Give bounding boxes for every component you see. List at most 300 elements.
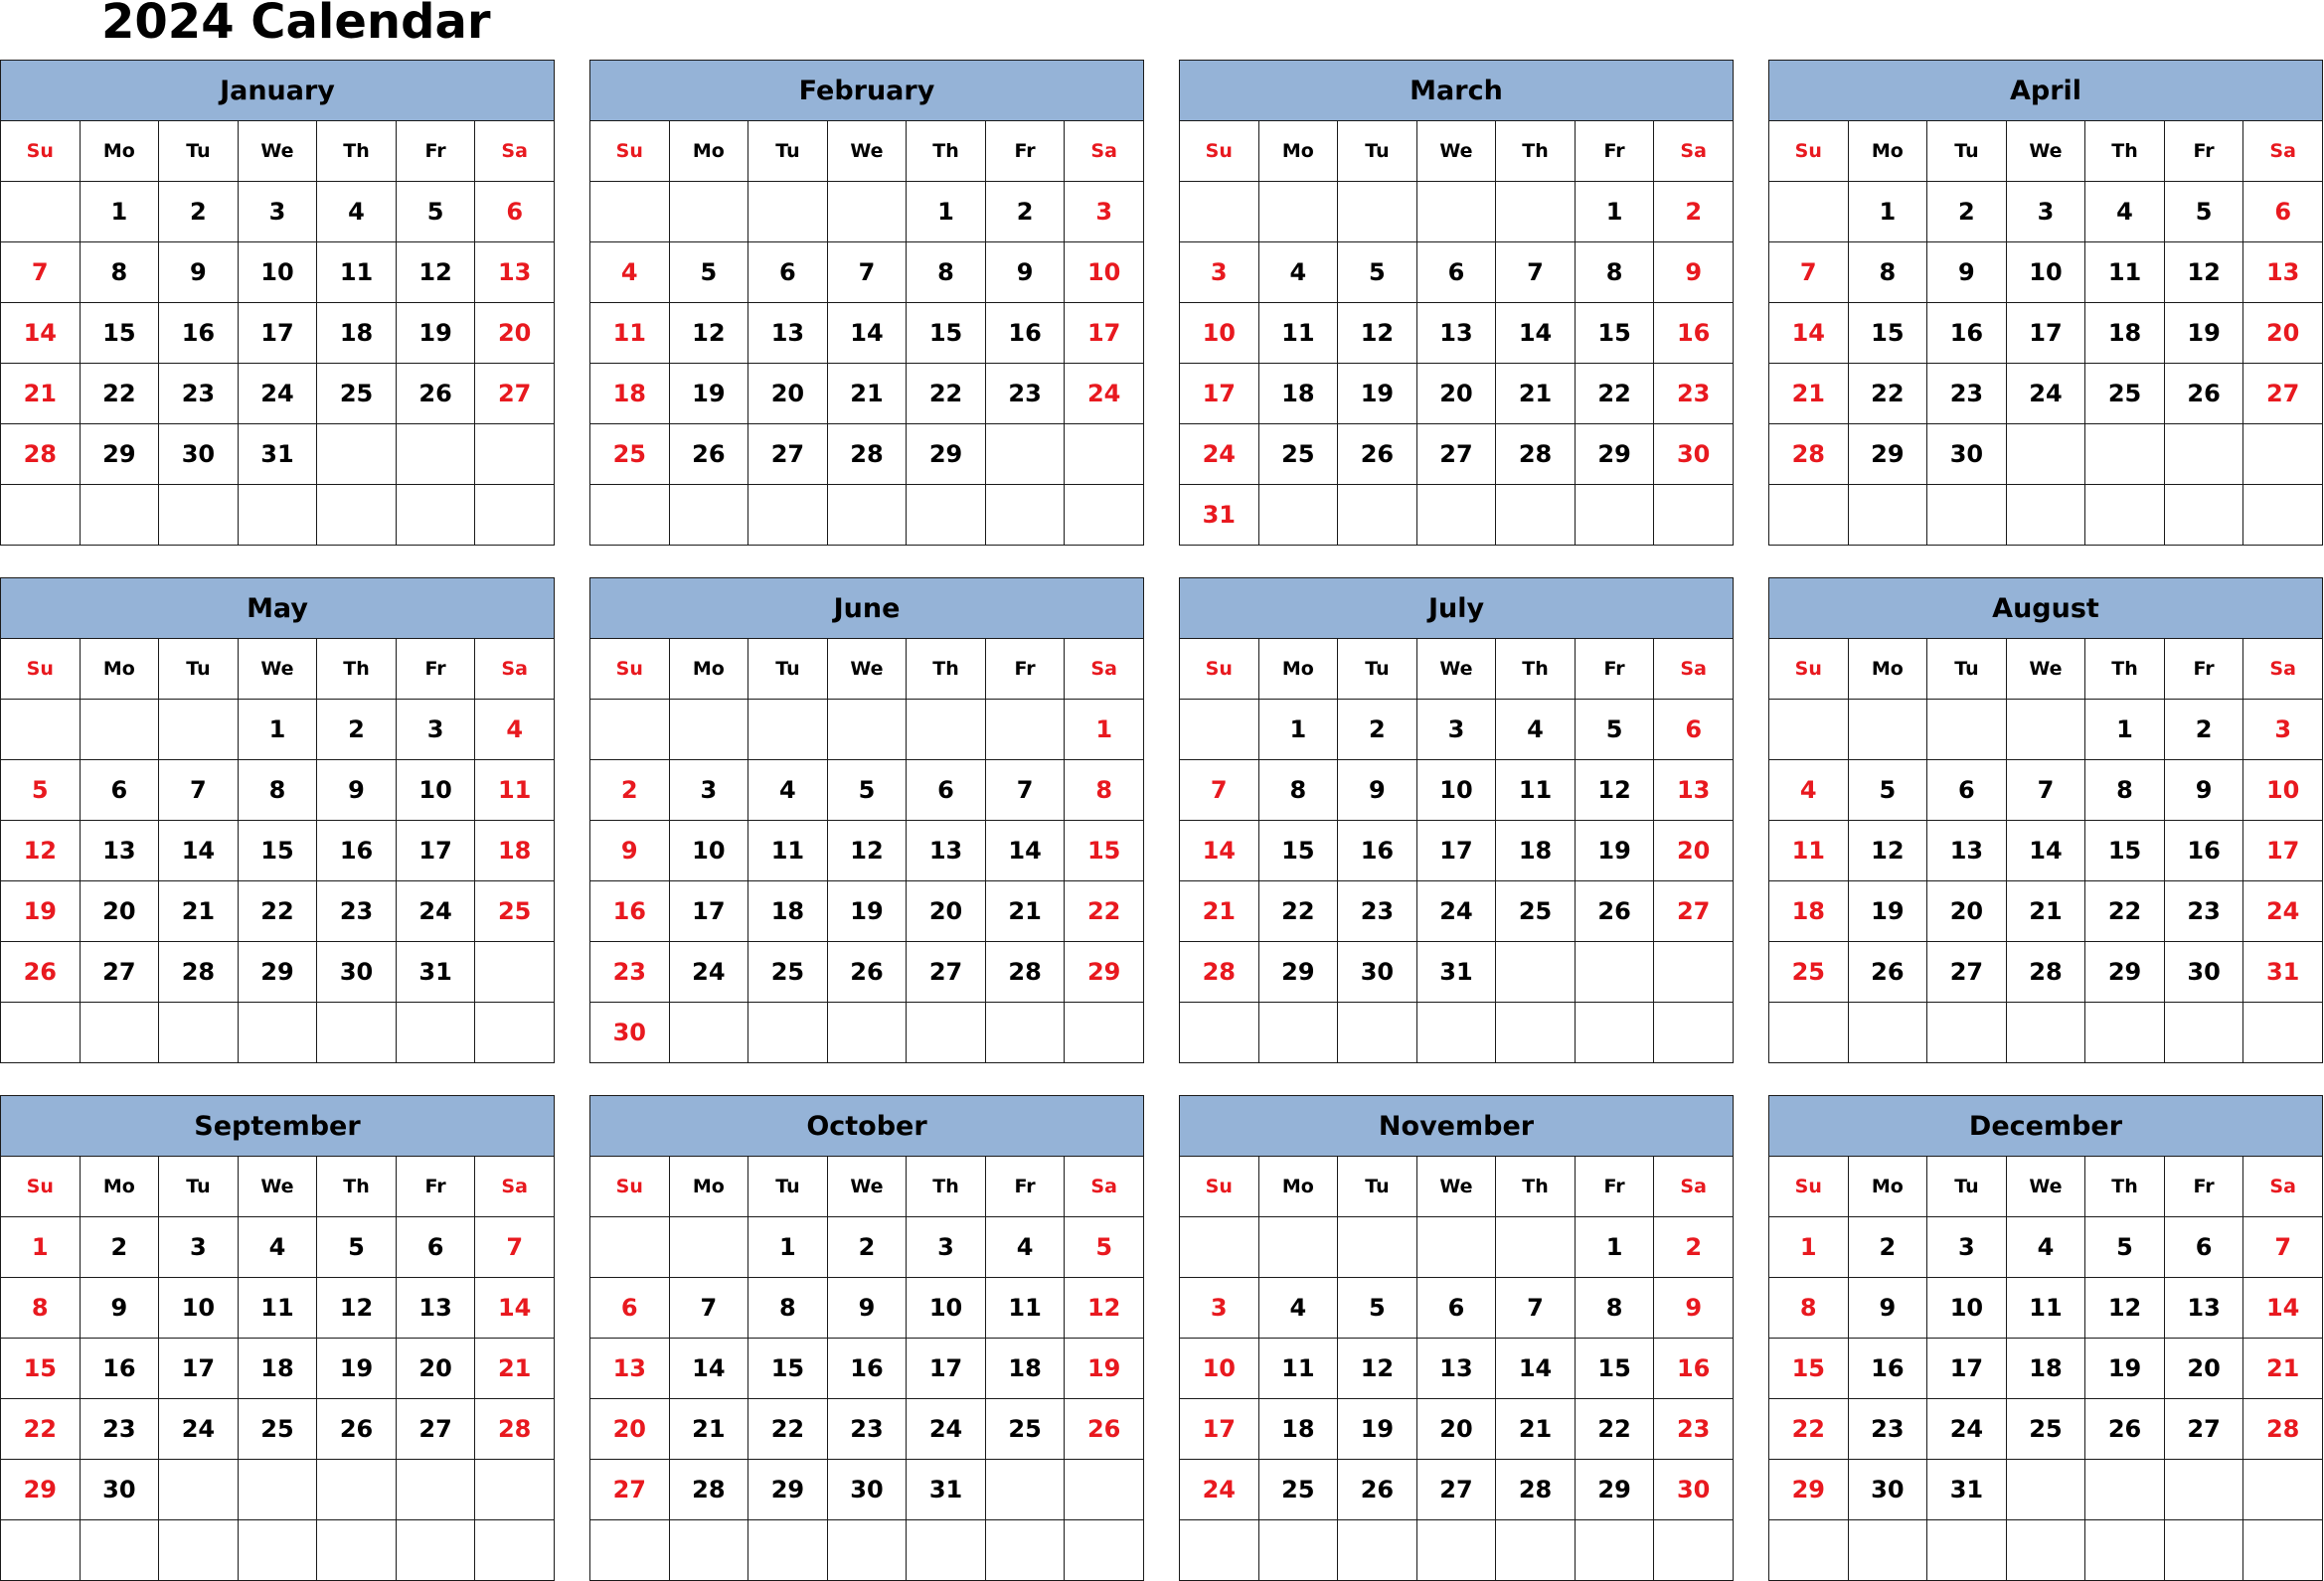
week-row (1769, 821, 2323, 881)
day-cell: 4 (2006, 1217, 2085, 1278)
day-cell: 7 (475, 1217, 555, 1278)
empty-day-cell (1258, 1003, 1338, 1063)
weekday-label-sa: Sa (2243, 121, 2323, 182)
empty-day-cell (907, 1520, 986, 1581)
day-cell: 20 (475, 303, 555, 364)
empty-day-cell (590, 1217, 670, 1278)
day-cell: 18 (1258, 364, 1338, 424)
week-row (590, 242, 1144, 303)
weekday-label-we: We (238, 639, 317, 700)
day-cell: 7 (985, 760, 1065, 821)
day-cell: 16 (80, 1339, 159, 1399)
empty-day-cell (985, 424, 1065, 485)
empty-day-cell (80, 700, 159, 760)
empty-day-cell (2006, 424, 2085, 485)
empty-day-cell (2243, 1003, 2323, 1063)
month-april (1768, 60, 2323, 546)
day-cell: 24 (669, 942, 748, 1003)
day-cell: 5 (827, 760, 907, 821)
week-row (1769, 1339, 2323, 1399)
day-cell: 8 (907, 242, 986, 303)
empty-day-cell (1927, 1520, 2007, 1581)
day-cell: 26 (396, 364, 475, 424)
day-cell: 23 (1338, 881, 1417, 942)
day-cell: 1 (1848, 182, 1927, 242)
day-cell: 17 (2243, 821, 2323, 881)
day-cell: 1 (1575, 1217, 1654, 1278)
day-cell: 2 (80, 1217, 159, 1278)
day-cell: 11 (317, 242, 397, 303)
day-cell: 14 (1496, 1339, 1576, 1399)
day-cell: 1 (907, 182, 986, 242)
month-title: September (1, 1096, 555, 1157)
day-cell: 7 (827, 242, 907, 303)
day-cell: 6 (590, 1278, 670, 1339)
empty-day-cell (2164, 424, 2243, 485)
day-cell: 31 (1180, 485, 1259, 546)
empty-day-cell (1575, 485, 1654, 546)
day-cell: 11 (1496, 760, 1576, 821)
empty-day-cell (1, 1520, 81, 1581)
week-row (590, 485, 1144, 546)
day-cell: 22 (80, 364, 159, 424)
day-cell: 28 (475, 1399, 555, 1460)
day-cell: 10 (2006, 242, 2085, 303)
day-cell: 28 (159, 942, 239, 1003)
day-cell: 10 (907, 1278, 986, 1339)
weekday-label-mo: Mo (669, 1157, 748, 1217)
day-cell: 21 (1769, 364, 1849, 424)
weekday-label-sa: Sa (1654, 121, 1734, 182)
weekday-label-fr: Fr (2164, 1157, 2243, 1217)
weekday-label-tu: Tu (159, 1157, 239, 1217)
day-cell: 2 (1927, 182, 2007, 242)
day-cell: 14 (2243, 1278, 2323, 1339)
empty-day-cell (475, 942, 555, 1003)
empty-day-cell (80, 485, 159, 546)
empty-day-cell (1848, 1003, 1927, 1063)
day-cell: 22 (1769, 1399, 1849, 1460)
empty-day-cell (2085, 424, 2165, 485)
weekday-label-fr: Fr (396, 121, 475, 182)
week-row (1180, 1399, 1734, 1460)
day-cell: 11 (1258, 1339, 1338, 1399)
empty-day-cell (1654, 942, 1734, 1003)
day-cell: 10 (1416, 760, 1496, 821)
day-cell: 20 (1927, 881, 2007, 942)
day-cell: 7 (1, 242, 81, 303)
week-row (1769, 242, 2323, 303)
day-cell: 7 (159, 760, 239, 821)
day-cell: 26 (827, 942, 907, 1003)
weekday-label-mo: Mo (1258, 1157, 1338, 1217)
week-row (1769, 760, 2323, 821)
day-cell: 5 (2164, 182, 2243, 242)
day-cell: 3 (1065, 182, 1144, 242)
month-title: October (590, 1096, 1144, 1157)
weekday-label-sa: Sa (475, 639, 555, 700)
week-row (1180, 485, 1734, 546)
empty-day-cell (1416, 1520, 1496, 1581)
empty-day-cell (1258, 182, 1338, 242)
empty-day-cell (1575, 1003, 1654, 1063)
day-cell: 30 (1338, 942, 1417, 1003)
day-cell: 4 (317, 182, 397, 242)
weekday-label-th: Th (317, 121, 397, 182)
week-row (590, 1278, 1144, 1339)
day-cell: 20 (80, 881, 159, 942)
day-cell: 12 (317, 1278, 397, 1339)
day-cell: 13 (475, 242, 555, 303)
day-cell: 16 (1654, 1339, 1734, 1399)
empty-day-cell (475, 1520, 555, 1581)
day-cell: 5 (1065, 1217, 1144, 1278)
day-cell: 11 (1258, 303, 1338, 364)
week-row (1, 821, 555, 881)
day-cell: 12 (2085, 1278, 2165, 1339)
empty-day-cell (669, 485, 748, 546)
day-cell: 4 (1258, 1278, 1338, 1339)
day-cell: 13 (1416, 1339, 1496, 1399)
empty-day-cell (80, 1003, 159, 1063)
day-cell: 22 (1258, 881, 1338, 942)
day-cell: 19 (1338, 364, 1417, 424)
day-cell: 9 (159, 242, 239, 303)
empty-day-cell (985, 1003, 1065, 1063)
week-row (590, 424, 1144, 485)
day-cell: 1 (80, 182, 159, 242)
week-row (590, 821, 1144, 881)
day-cell: 28 (1769, 424, 1849, 485)
day-cell: 3 (159, 1217, 239, 1278)
day-cell: 26 (1065, 1399, 1144, 1460)
day-cell: 8 (1769, 1278, 1849, 1339)
week-row (1180, 821, 1734, 881)
weekday-label-mo: Mo (1848, 639, 1927, 700)
empty-day-cell (2164, 1003, 2243, 1063)
week-row (1, 700, 555, 760)
weekday-label-su: Su (1769, 121, 1849, 182)
empty-day-cell (669, 182, 748, 242)
weekday-label-tu: Tu (1338, 1157, 1417, 1217)
empty-day-cell (827, 1003, 907, 1063)
empty-day-cell (1416, 1217, 1496, 1278)
day-cell: 3 (396, 700, 475, 760)
empty-day-cell (475, 424, 555, 485)
day-cell: 30 (1654, 1460, 1734, 1520)
empty-day-cell (1769, 485, 1849, 546)
empty-day-cell (396, 1520, 475, 1581)
day-cell: 10 (1180, 1339, 1259, 1399)
day-cell: 2 (1848, 1217, 1927, 1278)
day-cell: 2 (985, 182, 1065, 242)
day-cell: 13 (907, 821, 986, 881)
day-cell: 10 (238, 242, 317, 303)
weekday-label-th: Th (907, 1157, 986, 1217)
week-row (1, 485, 555, 546)
day-cell: 23 (827, 1399, 907, 1460)
empty-day-cell (396, 424, 475, 485)
week-row (1769, 881, 2323, 942)
day-cell: 22 (1575, 364, 1654, 424)
empty-day-cell (238, 1003, 317, 1063)
empty-day-cell (159, 1003, 239, 1063)
day-cell: 23 (1927, 364, 2007, 424)
month-january (0, 60, 555, 546)
day-cell: 19 (1065, 1339, 1144, 1399)
day-cell: 7 (669, 1278, 748, 1339)
day-cell: 24 (1927, 1399, 2007, 1460)
month-title: November (1180, 1096, 1734, 1157)
day-cell: 2 (590, 760, 670, 821)
month-title: February (590, 61, 1144, 121)
day-cell: 2 (1654, 1217, 1734, 1278)
weekday-label-sa: Sa (2243, 639, 2323, 700)
day-cell: 27 (1416, 1460, 1496, 1520)
day-cell: 22 (748, 1399, 828, 1460)
day-cell: 21 (1180, 881, 1259, 942)
empty-day-cell (317, 1520, 397, 1581)
day-cell: 29 (1575, 424, 1654, 485)
week-row (1180, 1460, 1734, 1520)
day-cell: 29 (2085, 942, 2165, 1003)
day-cell: 14 (1, 303, 81, 364)
month-grid (0, 60, 2324, 1581)
day-cell: 5 (2085, 1217, 2165, 1278)
empty-day-cell (1496, 182, 1576, 242)
day-cell: 26 (1, 942, 81, 1003)
day-cell: 2 (1338, 700, 1417, 760)
weekday-label-th: Th (317, 1157, 397, 1217)
day-cell: 16 (827, 1339, 907, 1399)
day-cell: 14 (159, 821, 239, 881)
day-cell: 24 (1416, 881, 1496, 942)
day-cell: 19 (1338, 1399, 1417, 1460)
weekday-header-row (590, 1157, 1144, 1217)
day-cell: 30 (317, 942, 397, 1003)
week-row (590, 1339, 1144, 1399)
weekday-label-tu: Tu (748, 121, 828, 182)
day-cell: 11 (2085, 242, 2165, 303)
day-cell: 15 (1848, 303, 1927, 364)
day-cell: 15 (748, 1339, 828, 1399)
day-cell: 16 (1338, 821, 1417, 881)
weekday-header-row (1, 1157, 555, 1217)
day-cell: 16 (1927, 303, 2007, 364)
day-cell: 14 (985, 821, 1065, 881)
empty-day-cell (1769, 182, 1849, 242)
empty-day-cell (317, 1003, 397, 1063)
day-cell: 26 (1338, 424, 1417, 485)
empty-day-cell (1654, 485, 1734, 546)
empty-day-cell (317, 424, 397, 485)
day-cell: 22 (1848, 364, 1927, 424)
day-cell: 17 (1180, 364, 1259, 424)
day-cell: 12 (1575, 760, 1654, 821)
day-cell: 27 (1927, 942, 2007, 1003)
empty-day-cell (1416, 485, 1496, 546)
weekday-label-su: Su (1769, 639, 1849, 700)
day-cell: 27 (1654, 881, 1734, 942)
weekday-label-su: Su (1180, 121, 1259, 182)
empty-day-cell (1496, 1217, 1576, 1278)
empty-day-cell (669, 1520, 748, 1581)
day-cell: 12 (1, 821, 81, 881)
weekday-label-we: We (1416, 121, 1496, 182)
day-cell: 15 (238, 821, 317, 881)
empty-day-cell (1180, 1520, 1259, 1581)
day-cell: 16 (1654, 303, 1734, 364)
day-cell: 6 (475, 182, 555, 242)
weekday-label-th: Th (317, 639, 397, 700)
day-cell: 28 (827, 424, 907, 485)
day-cell: 26 (1848, 942, 1927, 1003)
day-cell: 18 (590, 364, 670, 424)
day-cell: 11 (475, 760, 555, 821)
day-cell: 13 (1654, 760, 1734, 821)
week-row (590, 1003, 1144, 1063)
day-cell: 13 (2243, 242, 2323, 303)
empty-day-cell (1, 700, 81, 760)
weekday-label-su: Su (1, 121, 81, 182)
day-cell: 24 (238, 364, 317, 424)
empty-day-cell (827, 700, 907, 760)
page-title: 2024 Calendar (101, 0, 491, 50)
day-cell: 2 (1654, 182, 1734, 242)
weekday-label-tu: Tu (1927, 639, 2007, 700)
day-cell: 13 (1927, 821, 2007, 881)
day-cell: 25 (317, 364, 397, 424)
weekday-header-row (1180, 639, 1734, 700)
day-cell: 9 (1927, 242, 2007, 303)
day-cell: 4 (1258, 242, 1338, 303)
day-cell: 22 (2085, 881, 2165, 942)
day-cell: 31 (1416, 942, 1496, 1003)
empty-day-cell (2085, 1003, 2165, 1063)
empty-day-cell (748, 182, 828, 242)
day-cell: 7 (1180, 760, 1259, 821)
weekday-label-mo: Mo (669, 639, 748, 700)
week-row (1769, 1460, 2323, 1520)
day-cell: 30 (1848, 1460, 1927, 1520)
day-cell: 8 (80, 242, 159, 303)
day-cell: 10 (396, 760, 475, 821)
day-cell: 23 (985, 364, 1065, 424)
week-row (1, 1399, 555, 1460)
empty-day-cell (396, 485, 475, 546)
empty-day-cell (238, 485, 317, 546)
day-cell: 1 (1769, 1217, 1849, 1278)
empty-day-cell (1065, 1003, 1144, 1063)
day-cell: 6 (748, 242, 828, 303)
day-cell: 19 (1848, 881, 1927, 942)
day-cell: 8 (1848, 242, 1927, 303)
week-row (1, 1003, 555, 1063)
day-cell: 23 (1848, 1399, 1927, 1460)
empty-day-cell (985, 1460, 1065, 1520)
day-cell: 5 (1575, 700, 1654, 760)
empty-day-cell (2006, 1003, 2085, 1063)
day-cell: 12 (1338, 303, 1417, 364)
empty-day-cell (669, 1217, 748, 1278)
day-cell: 20 (907, 881, 986, 942)
empty-day-cell (2085, 1460, 2165, 1520)
weekday-header-row (590, 639, 1144, 700)
day-cell: 10 (1927, 1278, 2007, 1339)
day-cell: 31 (2243, 942, 2323, 1003)
day-cell: 19 (1575, 821, 1654, 881)
day-cell: 6 (80, 760, 159, 821)
week-row (1769, 182, 2323, 242)
weekday-label-mo: Mo (1258, 639, 1338, 700)
month-title: March (1180, 61, 1734, 121)
day-cell: 18 (748, 881, 828, 942)
day-cell: 20 (396, 1339, 475, 1399)
day-cell: 7 (2006, 760, 2085, 821)
day-cell: 28 (2243, 1399, 2323, 1460)
weekday-label-we: We (2006, 1157, 2085, 1217)
day-cell: 9 (1338, 760, 1417, 821)
day-cell: 13 (396, 1278, 475, 1339)
day-cell: 19 (1, 881, 81, 942)
day-cell: 7 (1496, 242, 1576, 303)
day-cell: 29 (80, 424, 159, 485)
week-row (1, 1217, 555, 1278)
day-cell: 21 (1, 364, 81, 424)
empty-day-cell (590, 182, 670, 242)
empty-day-cell (238, 1460, 317, 1520)
day-cell: 10 (2243, 760, 2323, 821)
day-cell: 28 (2006, 942, 2085, 1003)
day-cell: 6 (1416, 1278, 1496, 1339)
day-cell: 28 (1496, 1460, 1576, 1520)
day-cell: 20 (2243, 303, 2323, 364)
day-cell: 11 (2006, 1278, 2085, 1339)
day-cell: 9 (985, 242, 1065, 303)
week-row (1769, 1399, 2323, 1460)
day-cell: 17 (2006, 303, 2085, 364)
day-cell: 9 (590, 821, 670, 881)
empty-day-cell (475, 485, 555, 546)
week-row (1, 182, 555, 242)
weekday-label-tu: Tu (1338, 121, 1417, 182)
empty-day-cell (1180, 700, 1259, 760)
day-cell: 21 (669, 1399, 748, 1460)
day-cell: 3 (238, 182, 317, 242)
empty-day-cell (907, 700, 986, 760)
day-cell: 17 (907, 1339, 986, 1399)
day-cell: 22 (1065, 881, 1144, 942)
day-cell: 4 (2085, 182, 2165, 242)
weekday-label-tu: Tu (748, 639, 828, 700)
month-september (0, 1095, 555, 1581)
week-row (1769, 303, 2323, 364)
weekday-label-th: Th (1496, 639, 1576, 700)
weekday-label-su: Su (1, 1157, 81, 1217)
day-cell: 3 (1927, 1217, 2007, 1278)
month-march (1179, 60, 1734, 546)
day-cell: 22 (1, 1399, 81, 1460)
empty-day-cell (317, 1460, 397, 1520)
day-cell: 5 (1338, 1278, 1417, 1339)
day-cell: 24 (2006, 364, 2085, 424)
month-title: May (1, 578, 555, 639)
day-cell: 28 (1, 424, 81, 485)
day-cell: 3 (1180, 1278, 1259, 1339)
day-cell: 25 (590, 424, 670, 485)
week-row (590, 364, 1144, 424)
weekday-label-tu: Tu (748, 1157, 828, 1217)
